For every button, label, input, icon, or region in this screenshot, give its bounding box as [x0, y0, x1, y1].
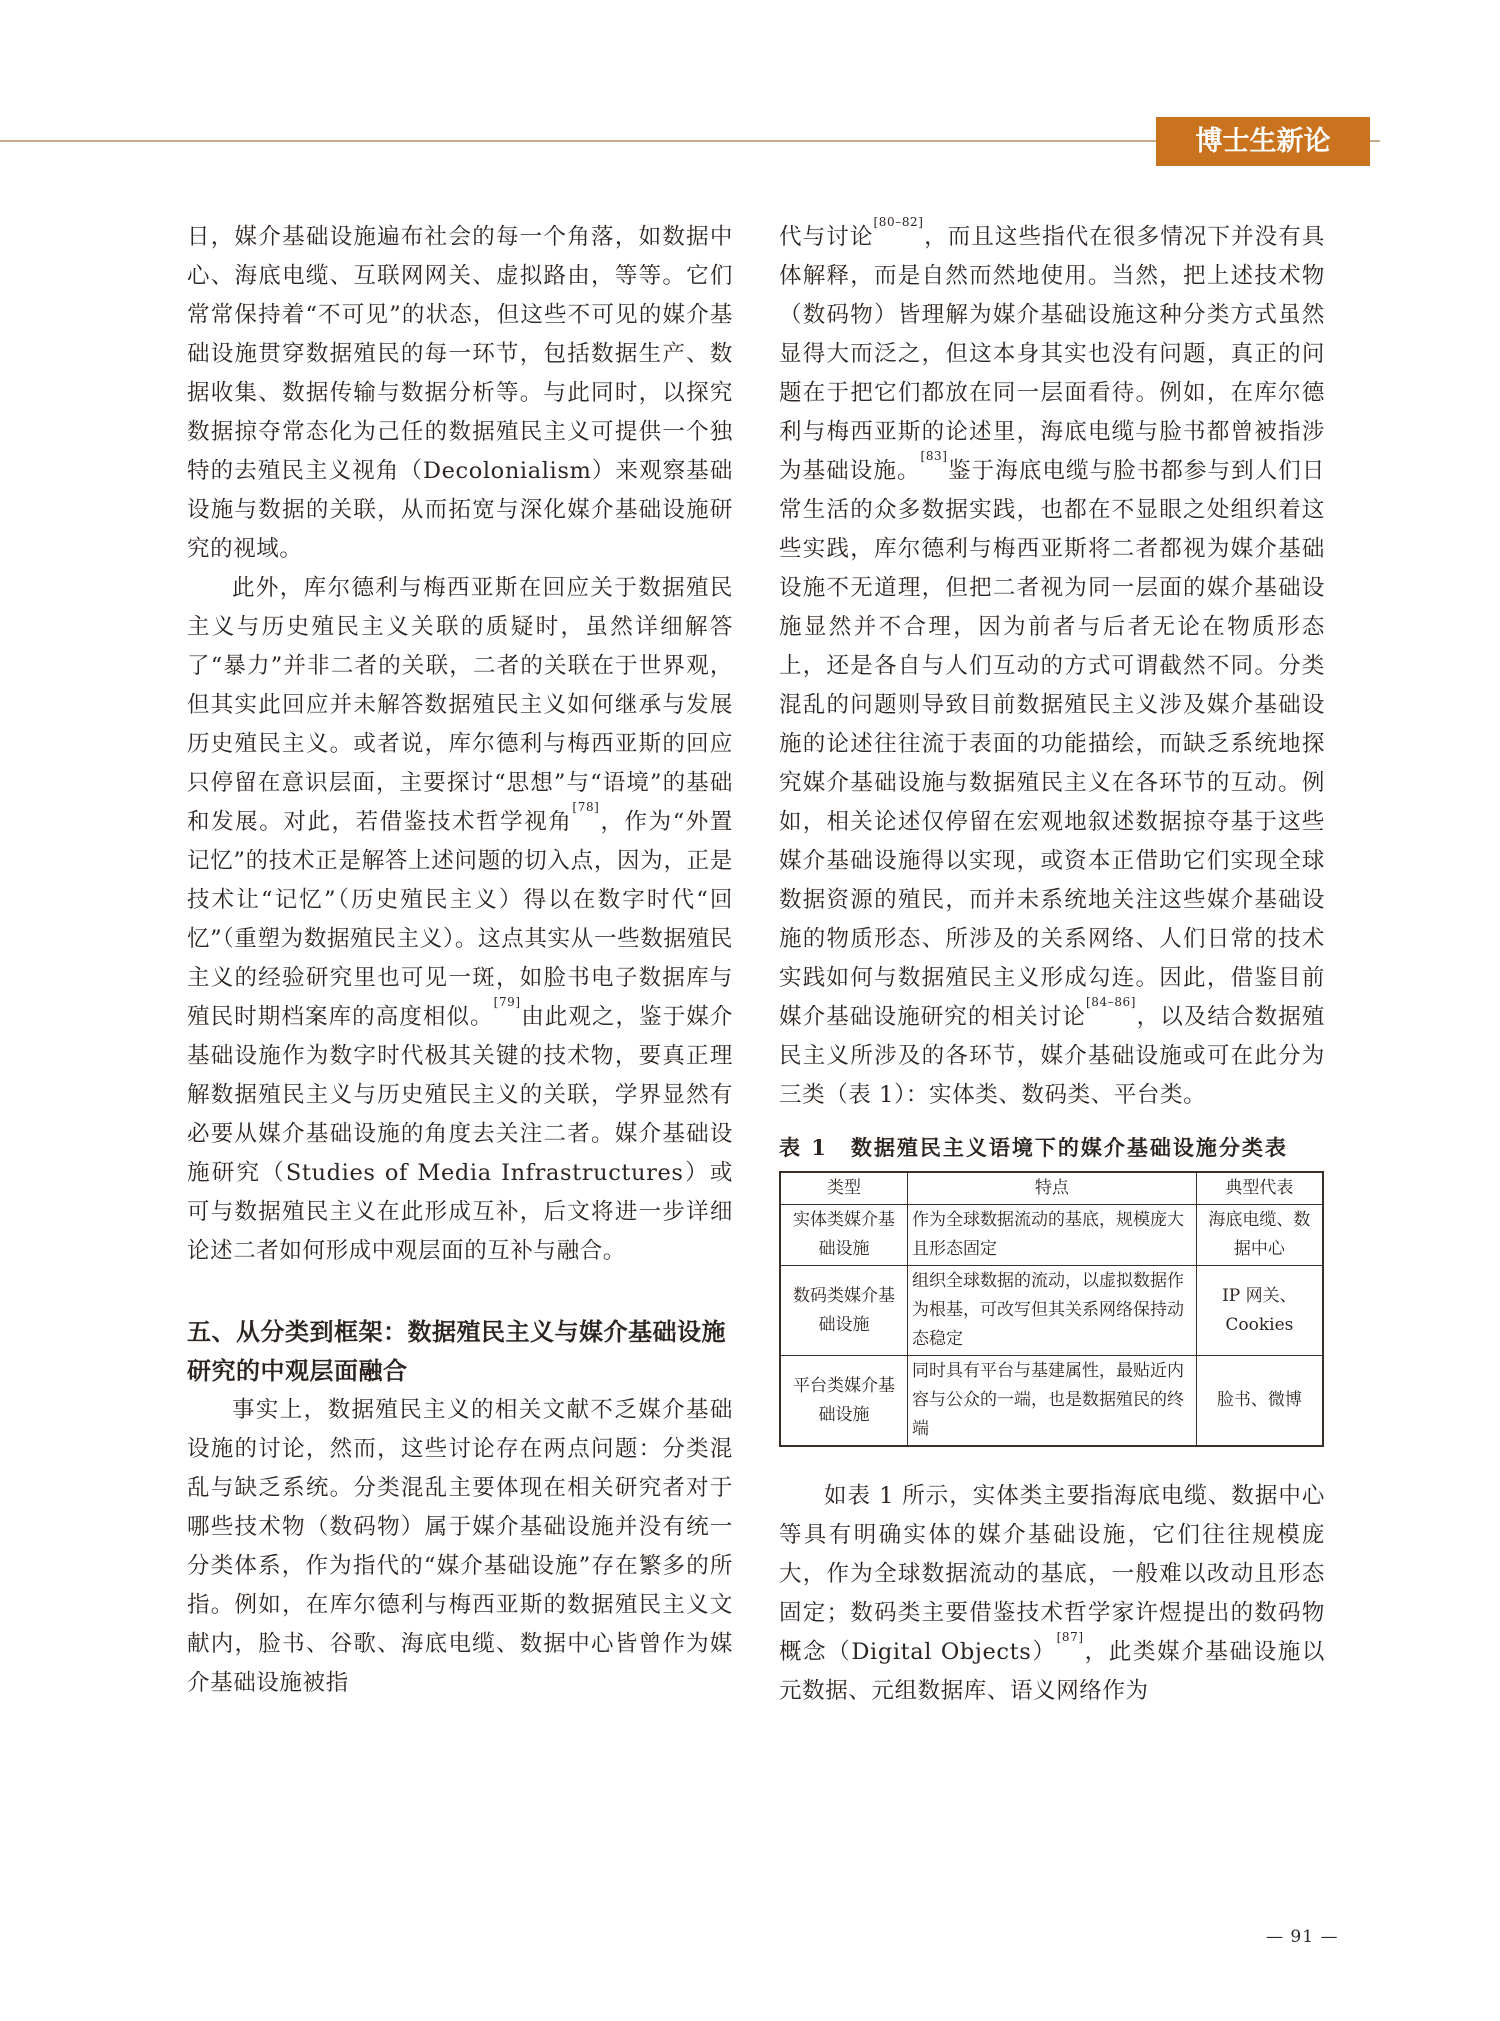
table-cell: IP 网关、Cookies: [1196, 1266, 1323, 1356]
table-cell: 实体类媒介基础设施: [780, 1205, 907, 1266]
table-cell: 组织全球数据的流动，以虚拟数据作为根基，可改写但其关系网络保持动态稳定: [907, 1266, 1196, 1356]
paragraph-text: ，以及结合数据殖民主义所涉及的各环节，媒介基础设施或可在此分为三类（表 1）：实体类、数码类、平台类。: [779, 1004, 1325, 1108]
paragraph-text: 如表 1 所示，实体类主要指海底电缆、数据中心等具有明确实体的媒介基础设施，它们往往规模庞大，作为全球数据流动的基底，一般难以改动且形态固定；数码类主要借鉴技术哲学家许煜提出的数码物概念（Digital Objects）: [779, 1483, 1325, 1665]
table-cell: 平台类媒介基础设施: [780, 1356, 907, 1447]
paragraph: [779, 215, 1326, 1115]
paragraph-text: ，而且这些指代在很多情况下并没有具体解释，而是自然而然地使用。当然，把上述技术物（数码物）皆理解为媒介基础设施这种分类方式虽然显得大而泛之，但这本身其实也没有问题，真正的问题在于把它们都放在同一层面看待。例如，在库尔德利与梅西亚斯的论述里，海底电缆与脸书都曾被指涉为基础设施。: [779, 224, 1326, 484]
table-cell: 数码类媒介基础设施: [780, 1266, 907, 1356]
table-row: [780, 1356, 1323, 1447]
paragraph: [187, 1391, 733, 1703]
paragraph-text: ，此类媒介基础设施以元数据、元组数据库、语义网络作为: [779, 1639, 1325, 1704]
right-column: [779, 215, 1326, 1711]
table-cell: 作为全球数据流动的基底，规模庞大且形态固定: [907, 1205, 1196, 1266]
table-row: [780, 1266, 1323, 1356]
paragraph-text: ，作为“外置记忆”的技术正是解答上述问题的切入点，因为，正是技术让“记忆”（历史殖民主义）得以在数字时代“回忆”（重塑为数据殖民主义）。这点其实从一些数据殖民主义的经验研究里也可见一斑，如脸书电子数据库与殖民时期档案库的高度相似。: [187, 809, 733, 1030]
citation: [83]: [920, 449, 948, 463]
citation: [78]: [572, 800, 600, 814]
paragraph-text: 日，媒介基础设施遍布社会的每一个角落，如数据中心、海底电缆、互联网网关、虚拟路由，等等。它们常常保持着“不可见”的状态，但这些不可见的媒介基础设施贯穿数据殖民的每一环节，包括数据生产、数据收集、数据传输与数据分析等。与此同时，以探究数据掠夺常态化为己任的数据殖民主义可提供一个独特的去殖民主义视角（Decolonialism）来观察基础设施与数据的关联，从而拓宽与深化媒介基础设施研究的视域。: [187, 224, 733, 562]
paragraph: [779, 1477, 1325, 1711]
paragraph: [187, 569, 733, 1271]
section-heading: 五、从分类到框架：数据殖民主义与媒介基础设施研究的中观层面融合: [187, 1318, 726, 1385]
table-cell: 脸书、微博: [1196, 1356, 1323, 1447]
paragraph-text: 代与讨论: [779, 224, 874, 250]
table-header-cell: 类型: [780, 1172, 907, 1205]
paragraph-text: 事实上，数据殖民主义的相关文献不乏媒介基础设施的讨论，然而，这些讨论存在两点问题：分类混乱与缺乏系统。分类混乱主要体现在相关研究者对于哪些技术物（数码物）属于媒介基础设施并没有统一分类体系，作为指代的“媒介基础设施”存在繁多的所指。例如，在库尔德利与梅西亚斯的数据殖民主义文献内，脸书、谷歌、海底电缆、数据中心皆曾作为媒介基础设施被指: [187, 1397, 733, 1696]
citation: [79]: [493, 995, 521, 1009]
table-header-cell: 典型代表: [1196, 1172, 1323, 1205]
table-header-cell: 特点: [907, 1172, 1196, 1205]
citation: [80–82]: [873, 215, 924, 229]
page-number: — 91 —: [1266, 1927, 1339, 1947]
classification-table: [779, 1171, 1324, 1447]
table-caption: 表 1 数据殖民主义语境下的媒介基础设施分类表: [779, 1135, 1288, 1160]
left-column: [187, 218, 733, 1703]
paragraph-text: 由此观之，鉴于媒介基础设施作为数字时代极其关键的技术物，要真正理解数据殖民主义与历史殖民主义的关联，学界显然有必要从媒介基础设施的角度去关注二者。媒介基础设施研究（Studies of Media Infrastructures）或可与数据殖民主义在此形成互补，后文将进一步详细论述二者如何形成中观层面的互补与融合。: [187, 1004, 733, 1264]
table-row: [780, 1205, 1323, 1266]
table-cell: 同时具有平台与基建属性，最贴近内容与公众的一端，也是数据殖民的终端: [907, 1356, 1196, 1447]
citation: [84–86]: [1085, 995, 1137, 1009]
paragraph: [187, 218, 733, 569]
table-header-row: [780, 1172, 1323, 1205]
paragraph-text: 鉴于海底电缆与脸书都参与到人们日常生活的众多数据实践，也都在不显眼之处组织着这些实践，库尔德利与梅西亚斯将二者都视为媒介基础设施不无道理，但把二者视为同一层面的媒介基础设施显然并不合理，因为前者与后者无论在物质形态上，还是各自与人们互动的方式可谓截然不同。分类混乱的问题则导致目前数据殖民主义涉及媒介基础设施的论述往往流于表面的功能描绘，而缺乏系统地探究媒介基础设施与数据殖民主义在各环节的互动。例如，相关论述仅停留在宏观地叙述数据掠夺基于这些媒介基础设施得以实现，或资本正借助它们实现全球数据资源的殖民，而并未系统地关注这些媒介基础设施的物质形态、所涉及的关系网络、人们日常的技术实践如何与数据殖民主义形成勾连。因此，借鉴目前媒介基础设施研究的相关讨论: [779, 458, 1325, 1030]
paragraph-text: 此外，库尔德利与梅西亚斯在回应关于数据殖民主义与历史殖民主义关联的质疑时，虽然详细解答了“暴力”并非二者的关联，二者的关联在于世界观，但其实此回应并未解答数据殖民主义如何继承与发展历史殖民主义。或者说，库尔德利与梅西亚斯的回应只停留在意识层面，主要探讨“思想”与“语境”的基础和发展。对此，若借鉴技术哲学视角: [187, 575, 733, 835]
table-cell: 海底电缆、数据中心: [1196, 1205, 1323, 1266]
section-tag: 博士生新论: [1156, 117, 1370, 166]
citation: [87]: [1056, 1630, 1084, 1644]
